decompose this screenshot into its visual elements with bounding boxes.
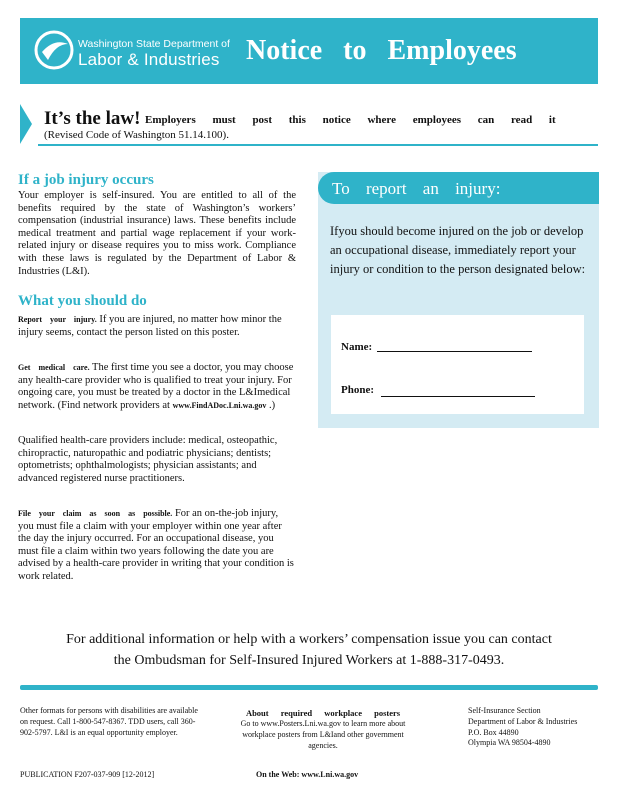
- claim-body: For an on-the-job injury, you must file a claim with your employer within one year after the day the injury occurred. For an occupational disease, you must file a claim within two years following the date you are advised by a health-care provider in writing that your condition is work related.: [18, 508, 294, 582]
- report-paragraph: [18, 314, 296, 339]
- care-body: The first time you see a doctor, you may choose any health-care provider who is qualified to treat your injury. For ongoing care, you must be treated by a doctor in the L&Imedical network. (Find network providers at: [18, 362, 294, 411]
- name-field[interactable]: [377, 351, 532, 352]
- providers-body: Qualified health-care providers include: medical, osteopathic, chiropractic, naturopathic and podiatric physicians; dentists; optometrists; ophthalmologists; physician assistants; and advanced registered nurse practitioners.: [18, 435, 278, 484]
- law-citation: (Revised Code of Washington 51.14.100).: [44, 129, 229, 141]
- agency-logo: [34, 30, 74, 70]
- ombudsman-line2: the Ombudsman for Self-Insured Injured Workers at 1-888-317-0493.: [113, 653, 505, 668]
- report-body: If you are injured, no matter how minor the injury seems, contact the person listed on this poster.: [18, 314, 282, 338]
- arrow-icon: [20, 104, 32, 144]
- mailing-address: [468, 706, 598, 749]
- posters-info: [228, 708, 418, 752]
- agency-name-line1: Washington State Department of: [78, 38, 230, 50]
- phone-field[interactable]: [381, 396, 535, 397]
- injury-heading: If a job injury occurs: [18, 172, 154, 188]
- page-title: Notice to Employees: [246, 35, 517, 66]
- website-link[interactable]: On the Web: www.Lni.wa.gov: [256, 770, 359, 779]
- ombudsman-line1: For additional information or help with a workers’ compensation issue you can contact: [66, 632, 552, 647]
- care-paragraph: [18, 362, 296, 412]
- law-heading: It’s the law!: [44, 108, 141, 129]
- address-line1: Self-Insurance Section: [468, 706, 541, 715]
- report-instructions: Ifyou should become injured on the job or develop an occupational disease, immediately report your injury or condition to the person designated below:: [330, 224, 586, 276]
- care-close: .): [268, 399, 276, 411]
- publication-number: PUBLICATION F207-037-909 [12-2012]: [20, 770, 155, 779]
- footer-divider: [20, 685, 598, 690]
- claim-lead: File your claim as soon as possible.: [18, 509, 173, 518]
- posters-body: Go to www.Posters.Lni.wa.gov to learn more about workplace posters from L&Iand other government agencies.: [240, 719, 406, 751]
- ombudsman-notice: [30, 629, 588, 671]
- law-statement: Employers must post this notice where employees can read it: [145, 114, 556, 126]
- report-title: To report an injury:: [332, 179, 501, 198]
- care-lead: Get medical care.: [18, 363, 90, 372]
- what-heading: What you should do: [18, 293, 147, 309]
- name-label: Name:: [341, 341, 373, 353]
- agency-name-line2: Labor & Industries: [78, 50, 220, 69]
- address-line4: Olympia WA 98504-4890: [468, 738, 551, 748]
- findadoc-link[interactable]: www.FindADoc.Lni.wa.gov: [172, 400, 267, 410]
- report-lead: Report your injury.: [18, 315, 97, 324]
- contact-form: [331, 315, 584, 414]
- injury-body: Your employer is self-insured. You are entitled to all of the benefits required by the state of Washington’s workers’ compensation (industrial insurance) laws. These benefits include medical treatment and partial wage replacement if your work-related injury or disease requires you to miss work. Compliance with these laws is regulated by the Department of Labor & Industries (L&I).: [18, 190, 296, 277]
- address-line2: Department of Labor & Industries: [468, 716, 578, 726]
- address-line3: P.O. Box 44890: [468, 727, 519, 737]
- phone-label: Phone:: [341, 384, 374, 396]
- divider: [38, 144, 598, 146]
- accessibility-note: Other formats for persons with disabilities are available on request. Call 1-800-547-8367. TDD users, call 360-902-5797. L&I is an equal opportunity employer.: [20, 706, 198, 737]
- claim-paragraph: [18, 508, 296, 584]
- posters-heading: About required workplace posters: [245, 708, 401, 718]
